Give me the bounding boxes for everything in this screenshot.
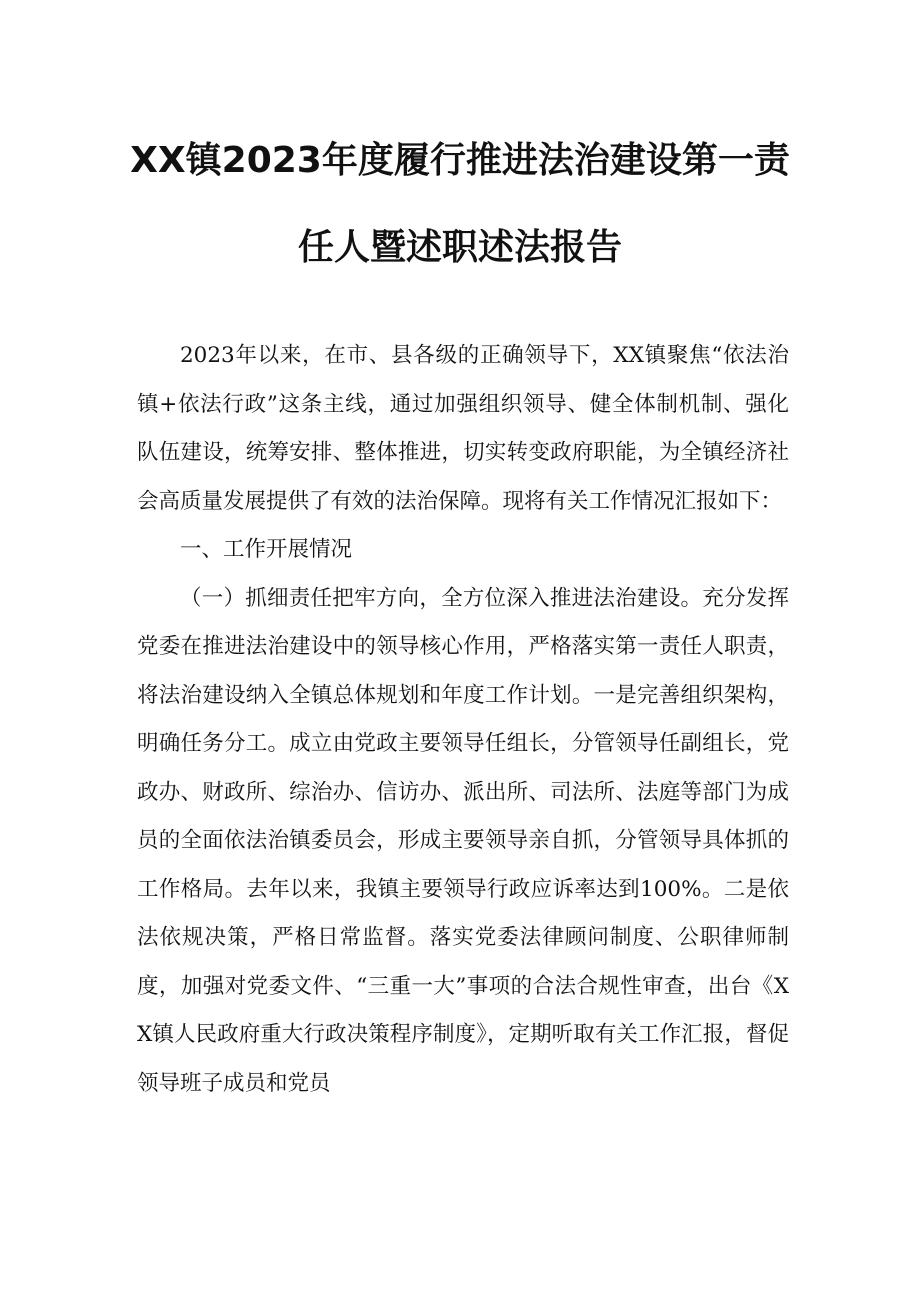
section-heading: 一、工作开展情况 xyxy=(180,537,353,562)
document-title-line-2: 任人暨述职述法报告 xyxy=(297,227,622,268)
subsection-paragraph: （一）抓细责任把牢方向，全方位深入推进法治建设。充分发挥党委在推进法治建设中的领导核心作用，严格落实第一责任人职责，将法治建设纳入全镇总体规划和年度工作计划。一是完善组织架构，明确任务分工。成立由党政主要领导任组长，分管领导任副组长，党政办、财政所、综治办、信访办、派出所、司法所、法庭等部门为成员的全面依法治镇委员会，形成主要领导亲自抓，分管领导具体抓的工作格局。去年以来，我镇主要领导行政应诉率达到100%。二是依法依规决策，严格日常监督。落实党委法律顾问制度、公职律师制度，加强对党委文件、“三重一大”事项的合法合规性审查，出台《XX镇人民政府重大行政决策程序制度》，定期听取有关工作汇报，督促领导班子成员和党员 xyxy=(137,585,789,1096)
document-body xyxy=(137,332,789,1108)
intro-paragraph: 2023年以来，在市、县各级的正确领导下，XX镇聚焦“依法治镇+依法行政”这条主线，通过加强组织领导、健全体制机制、强化队伍建设，统筹安排、整体推进，切实转变政府职能，为全镇经济社会高质量发展提供了有效的法治保障。现将有关工作情况汇报如下： xyxy=(137,343,789,514)
document-title-line-1: XX镇2023年度履行推进法治建设第一责 xyxy=(130,140,790,181)
